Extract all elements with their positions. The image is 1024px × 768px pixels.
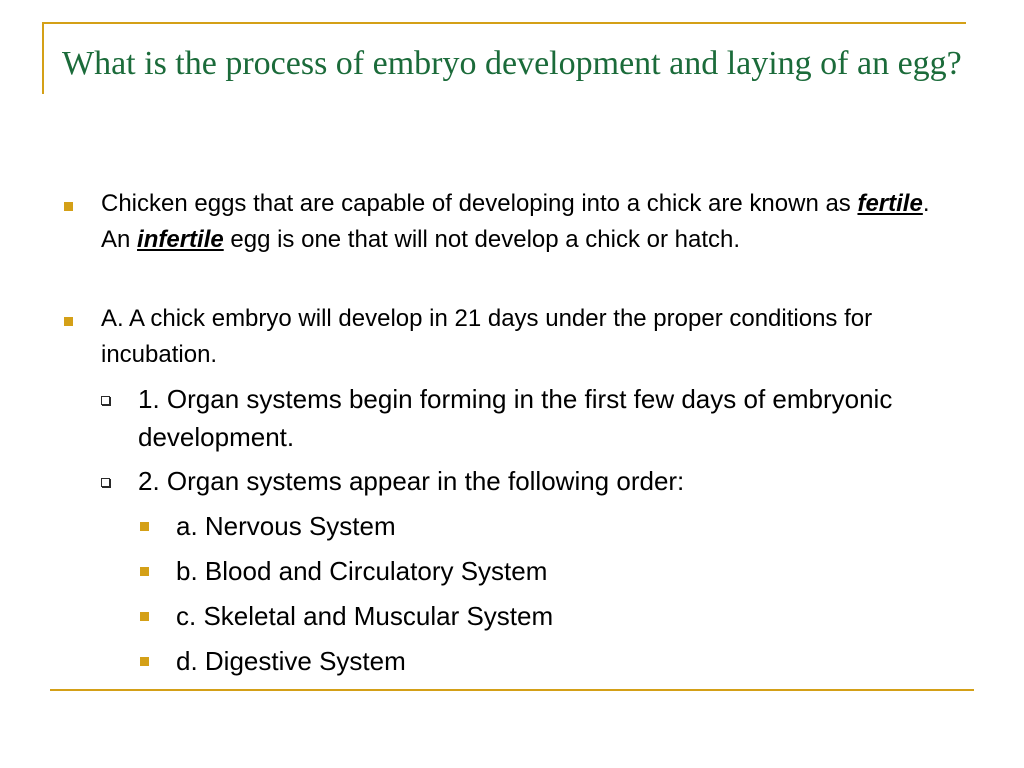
term-fertile: fertile	[857, 190, 923, 217]
sub-bullet-organ-order: 2. Organ systems appear in the following order:	[138, 466, 685, 496]
sub-bullet-organ-forming: 1. Organ systems begin forming in the first few days of embryonic development.	[138, 384, 893, 452]
square-bullet-icon	[140, 567, 149, 576]
bullet-text-part: . An	[101, 190, 930, 253]
hollow-square-bullet-icon	[101, 478, 110, 487]
square-bullet-icon	[140, 612, 149, 621]
list-item-circulatory: b. Blood and Circulatory System	[176, 556, 548, 586]
bullet-text-part: Chicken eggs that are capable of developing into a chick are known as	[101, 190, 858, 217]
list-item-skeletal: c. Skeletal and Muscular System	[176, 601, 554, 631]
square-bullet-icon	[64, 317, 73, 326]
hollow-square-bullet-icon	[101, 396, 110, 405]
frame-top-line	[42, 22, 966, 24]
term-infertile: infertile	[137, 226, 224, 253]
bullet-fertile-definition	[101, 186, 931, 258]
square-bullet-icon	[64, 202, 73, 211]
frame-left-line	[42, 22, 44, 94]
square-bullet-icon	[140, 522, 149, 531]
list-item-digestive: d. Digestive System	[176, 646, 406, 676]
square-bullet-icon	[140, 657, 149, 666]
bullet-text-part: egg is one that will not develop a chick or hatch.	[223, 226, 741, 253]
slide-title: What is the process of embryo development and laying of an egg?	[62, 45, 962, 82]
bullet-incubation: A. A chick embryo will develop in 21 days under the proper conditions for incubation.	[101, 305, 873, 368]
list-item-nervous: a. Nervous System	[176, 511, 396, 541]
frame-bottom-line	[50, 689, 974, 691]
